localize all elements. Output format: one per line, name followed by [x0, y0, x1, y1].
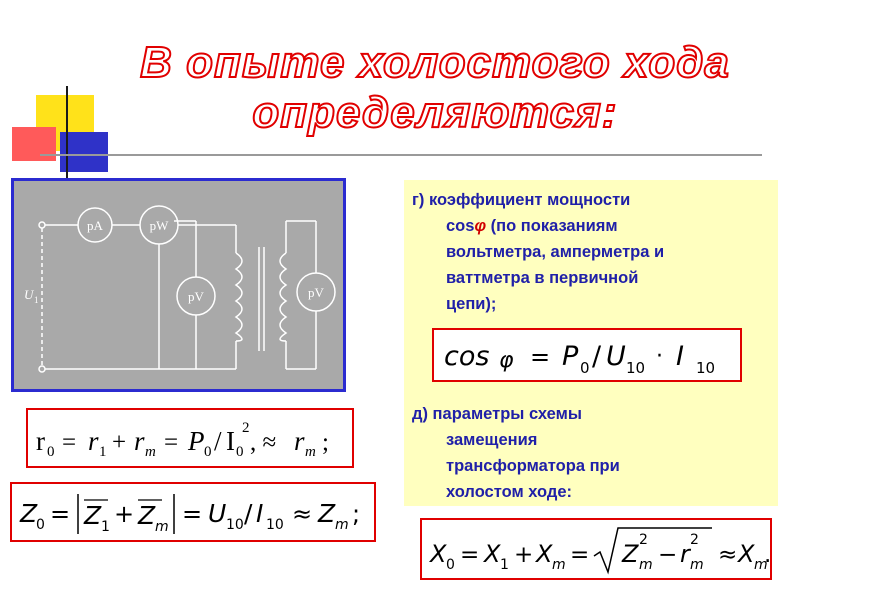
formula-cos-phi [432, 328, 742, 382]
cos-p: P [562, 341, 579, 372]
voltmeter-primary-label: pV [188, 289, 204, 304]
item-d-line-2: замещения [446, 431, 538, 449]
cos-dot: · [656, 344, 663, 369]
sqrt-r: r [680, 540, 690, 568]
r0-i-pow: 2 [242, 420, 250, 436]
x1-x: X [484, 540, 501, 568]
z1-z: Z [84, 501, 102, 530]
cos-p-sub: 0 [580, 359, 590, 377]
item-d-line-3: трансформатора при [446, 457, 620, 475]
r0-i-sub: 0 [236, 444, 244, 460]
svg-text:+: + [112, 429, 127, 456]
item-g-line-5: цепи); [446, 295, 497, 313]
circuit-drawing [14, 181, 343, 389]
sqrt-z: Z [622, 540, 639, 568]
x0-approx-sub: m [754, 557, 768, 573]
z0-approx-sub: m [335, 517, 349, 533]
circuit-schematic [11, 178, 346, 392]
svg-text:=: = [62, 429, 77, 456]
r0-approx-sub: m [305, 444, 316, 460]
z0-i: I [256, 499, 264, 528]
item-g-line-3: вольтметра, амперметра и [446, 243, 665, 261]
cos-text: cos [446, 217, 475, 235]
sqrt-z-pow: 2 [639, 532, 648, 548]
xm-x: X [536, 540, 553, 568]
sqrt-z-sub: m [639, 557, 653, 573]
z0-u: U [208, 499, 227, 528]
zm-sub: m [155, 519, 169, 535]
rm-r: r [134, 426, 145, 456]
svg-text:/: / [214, 426, 222, 456]
svg-text:≈: ≈ [292, 500, 313, 528]
voltage-subscript: 1 [34, 295, 39, 305]
svg-text:=: = [164, 429, 179, 456]
cos-u: U [606, 341, 626, 372]
x0-sub: 0 [446, 557, 455, 573]
svg-text:, ≈: , ≈ [250, 429, 277, 456]
z0-sub: 0 [36, 517, 45, 533]
ammeter-label: pA [87, 218, 103, 233]
phi-symbol: φ [474, 217, 487, 235]
x0-approx-x: X [738, 540, 755, 568]
svg-text:/: / [244, 499, 253, 528]
voltmeter-secondary-label: pV [308, 285, 324, 300]
cos-u-sub: 10 [626, 359, 646, 377]
r1-sub: 1 [99, 444, 107, 460]
item-d-line-1: д) параметры схемы [412, 405, 582, 423]
r0-sub: 0 [47, 444, 55, 460]
cos-phi: φ [499, 348, 514, 373]
svg-text:;: ; [352, 500, 361, 528]
title-line-1: В опыте холостого хода [140, 38, 730, 87]
formula-z0 [10, 482, 376, 542]
voltage-label: U [24, 287, 34, 302]
sqrt-r-pow: 2 [690, 532, 699, 548]
item-d-line-4: холостом ходе: [446, 483, 573, 501]
r0-p-sub: 0 [204, 444, 212, 460]
z0-u-sub: 10 [226, 517, 244, 533]
z0-z: Z [20, 499, 38, 528]
svg-text:+: + [114, 500, 135, 528]
cos-lhs: cos [444, 341, 490, 372]
cos-slash: / [592, 341, 602, 372]
rm-sub: m [145, 444, 156, 460]
r0-i: I [226, 426, 235, 456]
svg-text:−: − [658, 542, 678, 568]
svg-text:=: = [182, 500, 203, 528]
svg-text:=: = [570, 542, 590, 568]
formula-r0 [26, 408, 354, 468]
svg-text:.: . [764, 542, 772, 568]
r0-r: r [36, 426, 45, 456]
svg-text:=: = [460, 542, 480, 568]
decor-horizontal-line [40, 154, 762, 156]
r0-approx-r: r [294, 426, 305, 456]
x0-x: X [430, 540, 447, 568]
r0-p: P [188, 426, 205, 456]
cos-i-sub: 10 [696, 359, 716, 377]
slide-title [0, 38, 870, 138]
cos-i: I [676, 341, 684, 372]
svg-text:≈: ≈ [718, 542, 738, 568]
item-g-line-4: ваттметра в первичной [446, 269, 639, 287]
item-g-line-2 [446, 214, 618, 238]
svg-text:;: ; [322, 429, 329, 456]
z0-approx-z: Z [318, 499, 336, 528]
cos-eq: = [530, 343, 551, 371]
x1-sub: 1 [500, 557, 509, 573]
zm-z: Z [138, 501, 156, 530]
item-g-line-1: г) коэффициент мощности [412, 191, 631, 209]
r1-r: r [88, 426, 99, 456]
svg-text:+: + [514, 542, 534, 568]
formula-x0 [420, 518, 772, 580]
z1-sub: 1 [101, 519, 110, 535]
title-line-2: определяются: [252, 88, 618, 137]
wattmeter-label: pW [149, 218, 169, 233]
item-g-line-2-rest: (по показаниям [486, 217, 618, 235]
xm-sub: m [552, 557, 566, 573]
sqrt-r-sub: m [690, 557, 704, 573]
svg-text:=: = [50, 500, 71, 528]
z0-i-sub: 10 [266, 517, 284, 533]
